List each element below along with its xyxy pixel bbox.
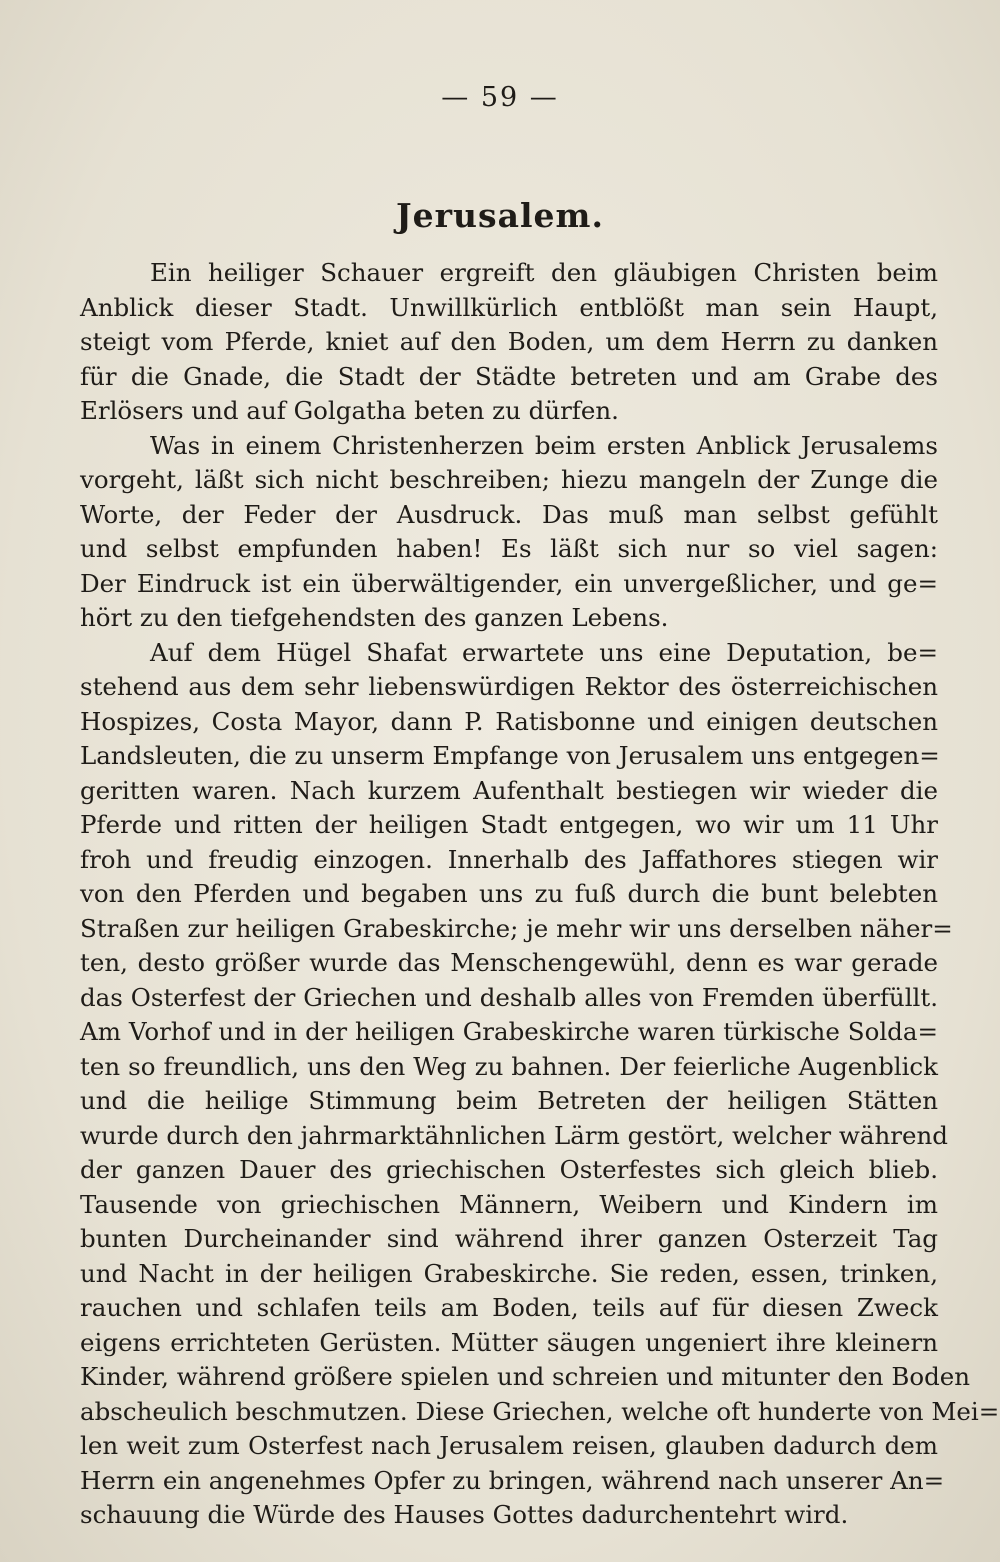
text-line: Straßen zur heiligen Grabeskirche; je mehr wir uns derselben näher= <box>80 913 953 943</box>
text-line: ten, desto größer wurde das Menschengewühl, denn es war gerade <box>80 948 938 977</box>
text-line: rauchen und schlafen teils am Boden, teils auf für diesen Zweck <box>80 1293 938 1322</box>
text-line: Auf dem Hügel Shafat erwartete uns eine Deputation, be= <box>150 637 938 667</box>
paragraph-3 <box>80 636 1000 1533</box>
text-line: Tausende von griechischen Männern, Weibern und Kindern im <box>80 1189 938 1219</box>
text-line: eigens errichteten Gerüsten. Mütter säugen ungeniert ihre kleinern <box>80 1327 938 1357</box>
text-line: Am Vorhof und in der heiligen Grabeskirche waren türkische Solda= <box>80 1017 938 1046</box>
text-line: Der Eindruck ist ein überwältigender, ein unvergeßlicher, und ge= <box>80 568 938 598</box>
text-line: und selbst empfunden haben! Es läßt sich nur so viel sagen: <box>80 534 938 563</box>
text-line: steigt vom Pferde, kniet auf den Boden, um dem Herrn zu danken <box>80 327 938 356</box>
text-line: und Nacht in der heiligen Grabeskirche. Sie reden, essen, trinken, <box>80 1258 938 1288</box>
text-line: Landsleuten, die zu unserm Empfange von Jerusalem uns entgegen= <box>80 741 940 770</box>
text-line: von den Pferden und begaben uns zu fuß durch die bunt belebten <box>80 879 938 908</box>
text-line: Anblick dieser Stadt. Unwillkürlich entblößt man sein Haupt, <box>80 292 938 322</box>
text-line: und die heilige Stimmung beim Betreten der heiligen Stätten <box>80 1086 938 1115</box>
text-line: bunten Durcheinander sind während ihrer ganzen Osterzeit Tag <box>80 1224 938 1253</box>
paragraph-2 <box>80 429 938 636</box>
text-line: abscheulich beschmutzen. Diese Griechen, welche oft hunderte von Mei= <box>80 1396 1000 1426</box>
text-line: das Osterfest der Griechen und deshalb alles von Fremden überfüllt. <box>80 982 938 1012</box>
text-line: froh und freudig einzogen. Innerhalb des Jaffathores stiegen wir <box>80 844 938 874</box>
text-line: Ein heiliger Schauer ergreift den gläubigen Christen beim <box>150 258 938 287</box>
text-line: Herrn ein angenehmes Opfer zu bringen, während nach unserer An= <box>80 1465 945 1495</box>
text-line: der ganzen Dauer des griechischen Osterfestes sich gleich blieb. <box>80 1155 938 1184</box>
text-line: ten so freundlich, uns den Weg zu bahnen. Der feierliche Augenblick <box>80 1051 938 1081</box>
text-line: stehend aus dem sehr liebenswürdigen Rektor des österreichischen <box>80 672 938 701</box>
text-line: Hospizes, Costa Mayor, dann P. Ratisbonne und einigen deutschen <box>80 706 938 736</box>
text-line: Pferde und ritten der heiligen Stadt entgegen, wo wir um 11 Uhr <box>80 810 938 839</box>
chapter-title: Jerusalem. <box>396 196 604 235</box>
text-line: geritten waren. Nach kurzem Aufenthalt bestiegen wir wieder die <box>80 775 938 805</box>
text-line: Erlösers und auf Golgatha beten zu dürfen. <box>80 396 619 425</box>
text-line: Was in einem Christenherzen beim ersten Anblick Jerusalems <box>150 430 938 460</box>
text-line: schauung die Würde des Hauses Gottes dadurchentehrt wird. <box>80 1500 849 1529</box>
page-number: — 59 — <box>441 82 559 113</box>
text-line: hört zu den tiefgehendsten des ganzen Lebens. <box>80 603 669 632</box>
text-line: vorgeht, läßt sich nicht beschreiben; hiezu mangeln der Zunge die <box>80 465 938 494</box>
text-line: len weit zum Osterfest nach Jerusalem reisen, glauben dadurch dem <box>80 1431 938 1460</box>
text-line: für die Gnade, die Stadt der Städte betreten und am Grabe des <box>80 361 938 391</box>
text-line: Worte, der Feder der Ausdruck. Das muß man selbst gefühlt <box>80 499 938 529</box>
body-text <box>80 256 1000 1533</box>
text-line: Kinder, während größere spielen und schreien und mitunter den Boden <box>80 1362 971 1391</box>
paragraph-1 <box>80 256 938 429</box>
text-line: wurde durch den jahrmarktähnlichen Lärm gestört, welcher während <box>80 1120 948 1150</box>
